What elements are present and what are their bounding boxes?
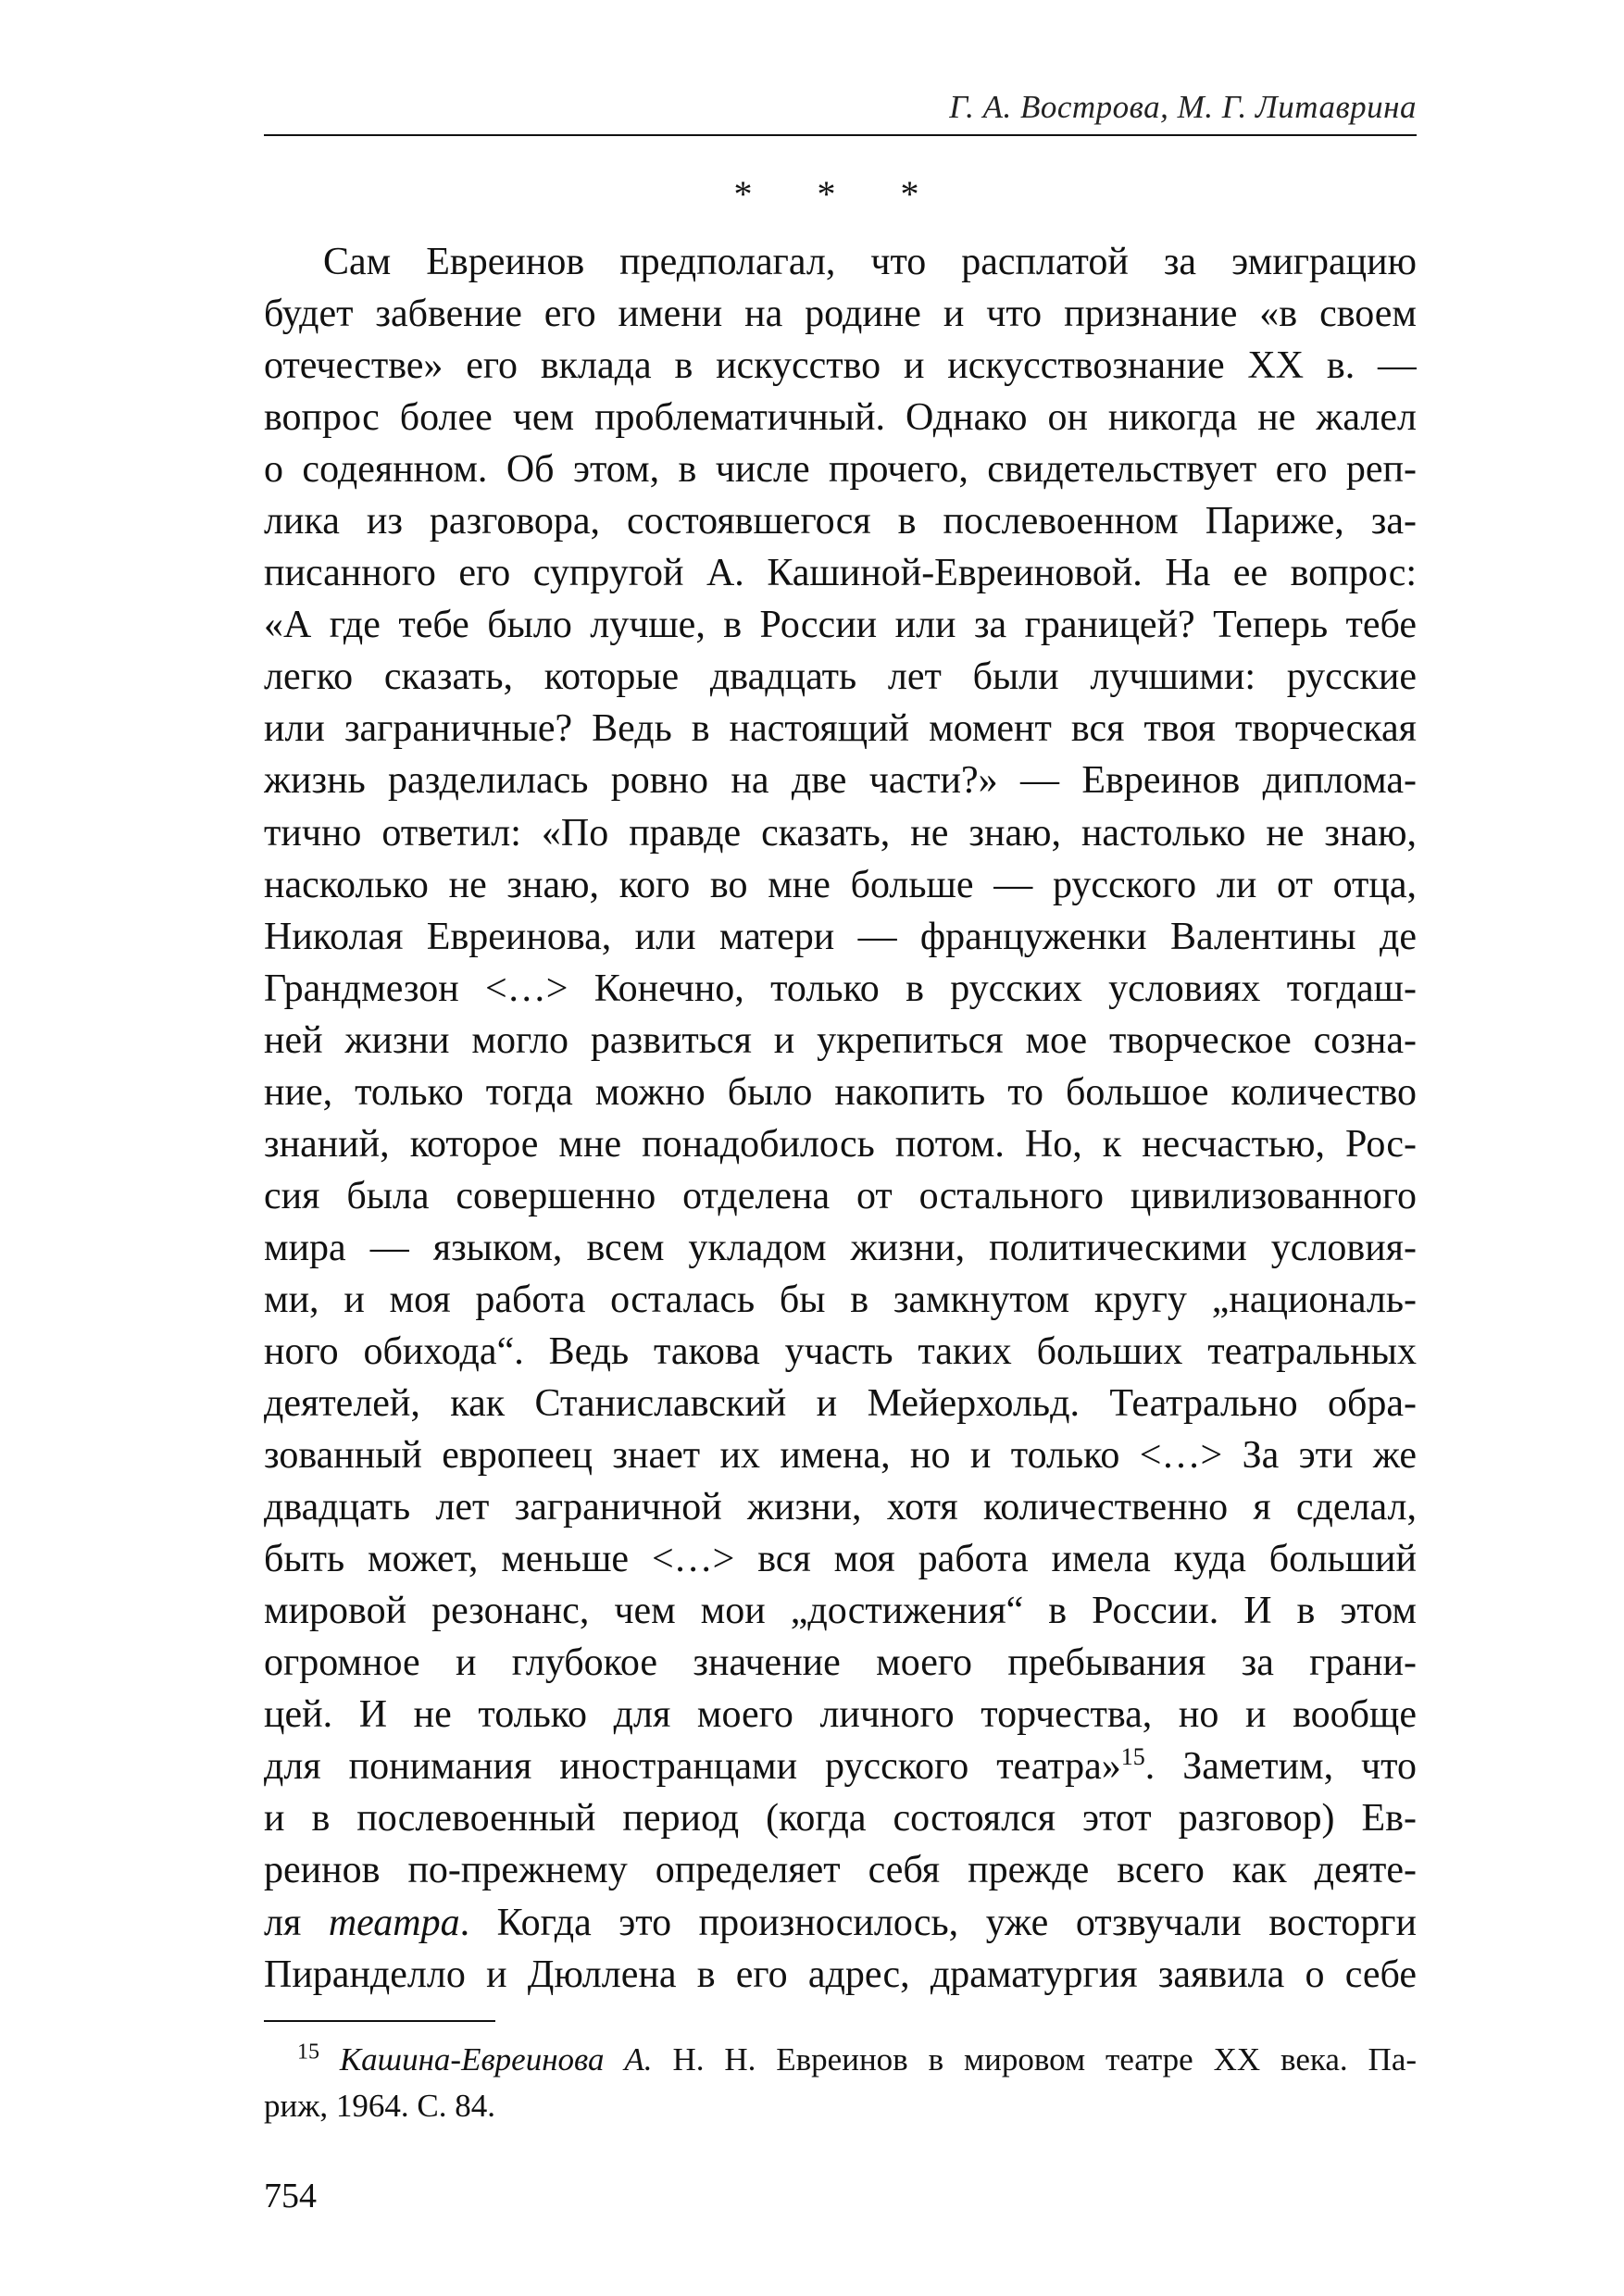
text-line: тично ответил: «По правде сказать, не знаю, настолько не знаю,	[264, 811, 1417, 855]
text-fragment: для понимания иностранцами русского театра»	[264, 1745, 1121, 1789]
header-rule	[264, 134, 1417, 136]
emphasized-word: театра	[328, 1901, 460, 1944]
text-line: ми, и моя работа осталась бы в замкнутом кругу „националь-	[264, 1278, 1417, 1321]
text-line: о содеянном. Об этом, в числе прочего, свидетельствует его реп-	[264, 448, 1417, 492]
text-line: отечестве» его вклада в искусство и искусствознание ХХ в. —	[264, 344, 1417, 388]
text-line: зованный европеец знает их имена, но и только <…> За эти же	[264, 1434, 1417, 1478]
text-line: будет забвение его имени на родине и что признание «в своем	[264, 293, 1417, 336]
running-head: Г. А. Вострова, М. Г. Литаврина	[949, 89, 1417, 125]
footnote-number: 15	[297, 2040, 319, 2065]
text-line: Грандмезон <…> Конечно, только в русских условиях тогдаш-	[264, 967, 1417, 1010]
text-line: писанного его супругой А. Кашиной-Евреиновой. На ее вопрос:	[264, 552, 1417, 595]
text-line: «А где тебе было лучше, в России или за границей? Теперь тебе	[264, 604, 1417, 647]
text-line: легко сказать, которые двадцать лет были лучшими: русские	[264, 655, 1417, 699]
text-line: знаний, которое мне понадобилось потом. Но, к несчастью, Рос-	[264, 1122, 1417, 1166]
text-line	[264, 1897, 1417, 1949]
footnote-line: риж, 1964. С. 84.	[264, 2088, 496, 2124]
text-line: быть может, меньше <…> вся моя работа имела куда больший	[264, 1538, 1417, 1581]
footnote-author: Кашина-Евреинова А.	[339, 2041, 653, 2078]
text-line: насколько не знаю, кого во мне больше — русского ли от отца,	[264, 863, 1417, 906]
text-line: деятелей, как Станиславский и Мейерхольд. Театрально обра-	[264, 1382, 1417, 1426]
text-line: сия была совершенно отделена от остального цивилизованного	[264, 1174, 1417, 1217]
text-line	[264, 1741, 1417, 1792]
text-line: огромное и глубокое значение моего пребывания за грани-	[264, 1641, 1417, 1685]
footnote-rule	[264, 2020, 495, 2022]
text-fragment: . Заметим, что	[1144, 1745, 1417, 1789]
text-line: мировой резонанс, чем мои „достижения“ в России. И в этом	[264, 1590, 1417, 1633]
text-line: ней жизни могло развиться и укрепиться мое творческое созна-	[264, 1018, 1417, 1062]
text-line: жизнь разделилась ровно на две части?» — Евреинов диплома-	[264, 759, 1417, 803]
text-line: Сам Евреинов предполагал, что расплатой за эмиграцию	[323, 241, 1417, 283]
text-line: двадцать лет заграничной жизни, хотя количественно я сделал,	[264, 1486, 1417, 1529]
text-line: или заграничные? Ведь в настоящий момент вся твоя творческая	[264, 707, 1417, 751]
footnote-text: Н. Н. Евреинов в мировом театре ХХ века. Па-	[652, 2041, 1417, 2078]
main-text	[264, 236, 1417, 2001]
footnote	[264, 2037, 1417, 2129]
text-line: Николая Евреинова, или матери — француженки Валентины де	[264, 915, 1417, 958]
text-fragment: ля	[264, 1901, 329, 1944]
footnote-line	[264, 2037, 1417, 2083]
text-line: и в послевоенный период (когда состоялся этот разговор) Ев-	[264, 1797, 1417, 1841]
text-line: вопрос более чем проблематичный. Однако он никогда не жалел	[264, 396, 1417, 440]
text-line: реинов по-прежнему определяет себя прежде всего как деяте-	[264, 1849, 1417, 1892]
text-line: цей. И не только для моего личного торчества, но и вообще	[264, 1693, 1417, 1737]
text-line: лика из разговора, состоявшегося в послевоенном Париже, за-	[264, 500, 1417, 543]
text-line: мира — языком, всем укладом жизни, политическими условия-	[264, 1226, 1417, 1269]
text-line: ние, только тогда можно было накопить то большое количество	[264, 1070, 1417, 1114]
text-fragment: . Когда это произносилось, уже отзвучали восторги	[459, 1901, 1417, 1944]
page-number: 754	[264, 2177, 317, 2215]
section-break: * * *	[733, 173, 947, 215]
text-line: Пиранделло и Дюллена в его адрес, драматургия заявила о себе	[264, 1953, 1417, 1996]
text-line: ного обихода“. Ведь такова участь таких больших театральных	[264, 1329, 1417, 1373]
footnote-reference[interactable]: 15	[1120, 1743, 1145, 1771]
